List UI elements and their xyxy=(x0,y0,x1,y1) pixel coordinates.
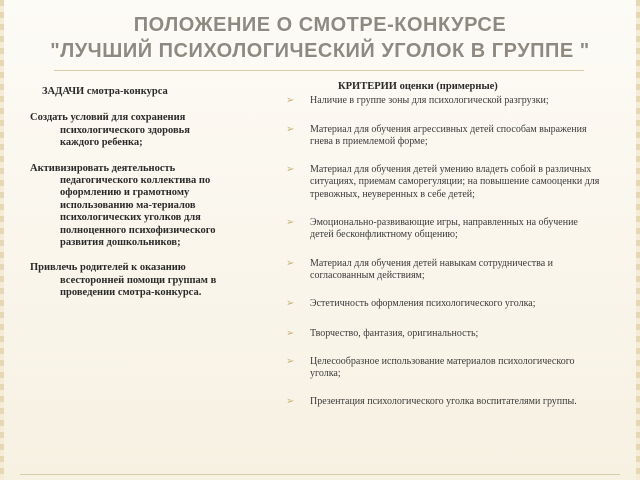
task-item: Привлечь родителей к оказанию всесторонней помощи группам в проведении смотра-конкурса. xyxy=(30,262,217,299)
criteria-item xyxy=(286,258,604,283)
criteria-item xyxy=(286,95,604,107)
criteria-text: Эстетичность оформления психологического уголка; xyxy=(310,298,536,310)
criteria-text: Наличие в группе зоны для психологической разгрузки; xyxy=(310,95,549,107)
criteria-item xyxy=(286,217,604,242)
title-divider xyxy=(54,70,584,71)
bullet-icon: ➢ xyxy=(286,217,295,229)
decorative-right-border xyxy=(636,0,640,480)
criteria-text: Целесообразное использование материалов психологического уголка; xyxy=(310,355,575,380)
bullet-icon: ➢ xyxy=(286,164,295,176)
tasks-column xyxy=(30,78,230,313)
criteria-text: Материал для обучения детей навыкам сотрудничества и согласованным действиям; xyxy=(310,257,554,281)
criteria-item xyxy=(286,298,604,310)
bullet-icon: ➢ xyxy=(286,355,295,367)
bullet-icon: ➢ xyxy=(286,298,295,310)
task-item: Активизировать деятельность педагогического коллектива по оформлению и грамотному использованию ма-териалов психологических уголков для полноценного психофизического развития дошкольников; xyxy=(30,162,216,249)
criteria-item xyxy=(286,328,604,340)
criteria-text: Материал для обучения детей умению владеть собой в различных ситуациях, приемам саморегуляции; на повышение самооценки для тревожных, неуверенных в себе детей; xyxy=(310,164,600,200)
slide-title-line-2: "ЛУЧШИЙ ПСИХОЛОГИЧЕСКИЙ УГОЛОК В ГРУППЕ " xyxy=(50,40,590,62)
bullet-icon: ➢ xyxy=(286,95,295,107)
criteria-text: Презентация психологического уголка воспитателями группы. xyxy=(310,396,577,408)
bullet-icon: ➢ xyxy=(286,396,295,408)
criteria-column xyxy=(286,78,604,409)
criteria-heading: КРИТЕРИИ оценки (примерные) xyxy=(338,81,498,92)
criteria-item xyxy=(286,356,604,381)
criteria-item xyxy=(286,396,604,408)
criteria-text: Материал для обучения агрессивных детей способам выражения гнева в приемлемой форме; xyxy=(310,123,587,147)
slide-title-line-1: ПОЛОЖЕНИЕ О СМОТРЕ-КОНКУРСЕ xyxy=(133,14,507,36)
criteria-text: Эмоционально-развивающие игры, направленных на обучение детей бесконфликтному общению; xyxy=(310,217,578,241)
criteria-item xyxy=(286,124,604,149)
tasks-heading: ЗАДАЧИ смотра-конкурса xyxy=(42,86,168,97)
decorative-left-border xyxy=(0,0,4,480)
bullet-icon: ➢ xyxy=(286,257,295,269)
bullet-icon: ➢ xyxy=(286,327,295,339)
bullet-icon: ➢ xyxy=(286,123,295,135)
bottom-divider xyxy=(20,474,620,475)
task-item: Создать условий для сохранения психологического здоровья каждого ребенка; xyxy=(30,112,190,149)
criteria-text: Творчество, фантазия, оригинальность; xyxy=(310,327,479,339)
criteria-item xyxy=(286,164,604,201)
